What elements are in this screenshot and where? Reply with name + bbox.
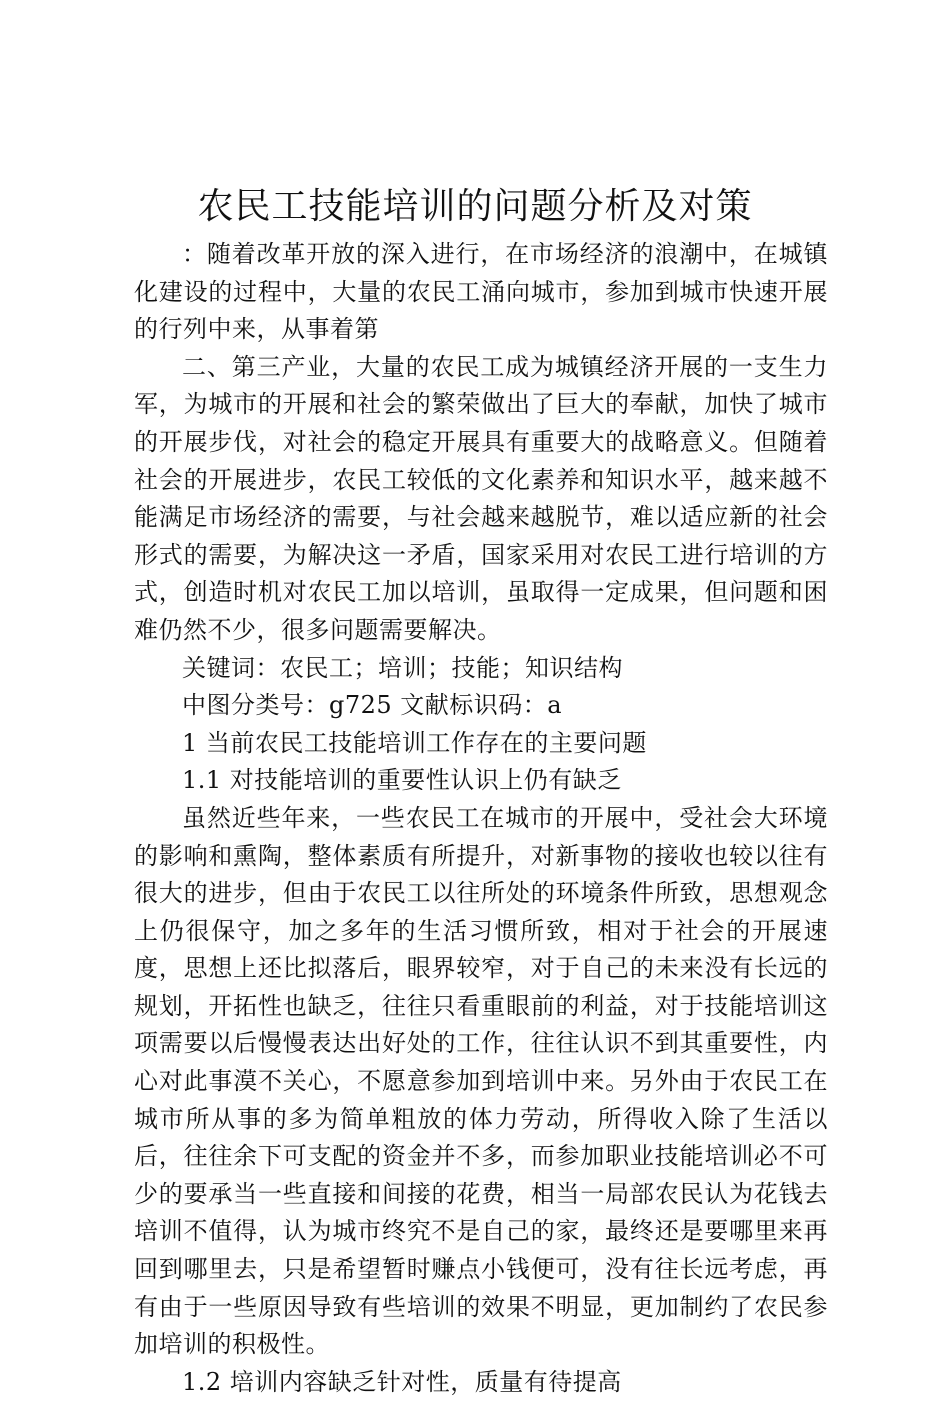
paragraph-keywords: 关键词：农民工；培训；技能；知识结构 [182, 653, 623, 682]
document-title: 农民工技能培训的问题分析及对策 [197, 186, 753, 227]
paragraph-abstract-intro: ：随着改革开放的深入进行，在市场经济的浪潮中，在城镇化建设的过程中，大量的农民工涌向城市，参加到城市快速开展的行列中来，从事着第 [134, 240, 828, 344]
subsection-heading-1-1: 1.1 对技能培训的重要性认识上仍有缺乏 [182, 766, 622, 795]
document-body [134, 236, 828, 1401]
paragraph-classification: 中图分类号：g725 文献标识码：a [182, 691, 563, 720]
subsection-heading-1-2: 1.2 培训内容缺乏针对性，质量有待提高 [182, 1367, 622, 1396]
paragraph-section-1-1: 虽然近些年来，一些农民工在城市的开展中，受社会大环境的影响和熏陶，整体素质有所提升，对新事物的接收也较以往有很大的进步，但由于农民工以往所处的环境条件所致，思想观念上仍很保守，加之多年的生活习惯所致，相对于社会的开展速度，思想上还比拟落后，眼界较窄，对于自己的未来没有长远的规划，开拓性也缺乏，往往只看重眼前的利益，对于技能培训这项需要以后慢慢表达出好处的工作，往往认识不到其重要性，内心对此事漠不关心，不愿意参加到培训中来。另外由于农民工在城市所从事的多为简单粗放的体力劳动，所得收入除了生活以后，往往余下可支配的资金并不多，而参加职业技能培训必不可少的要承当一些直接和间接的花费，相当一局部农民认为花钱去培训不值得，认为城市终究不是自己的家，最终还是要哪里来再回到哪里去，只是希望暂时赚点小钱便可，没有往长远考虑，再有由于一些原因导致有些培训的效果不明显，更加制约了农民参加培训的积极性。 [134, 803, 828, 1359]
paragraph-abstract-main: 二、第三产业，大量的农民工成为城镇经济开展的一支生力军，为城市的开展和社会的繁荣做出了巨大的奉献，加快了城市的开展步伐，对社会的稳定开展具有重要大的战略意义。但随着社会的开展进步，农民工较低的文化素养和知识水平，越来越不能满足市场经济的需要，与社会越来越脱节，难以适应新的社会形式的需要，为解决这一矛盾，国家采用对农民工进行培训的方式，创造时机对农民工加以培训，虽取得一定成果，但问题和困难仍然不少，很多问题需要解决。 [134, 352, 828, 644]
section-heading-1: 1 当前农民工技能培训工作存在的主要问题 [182, 728, 647, 757]
